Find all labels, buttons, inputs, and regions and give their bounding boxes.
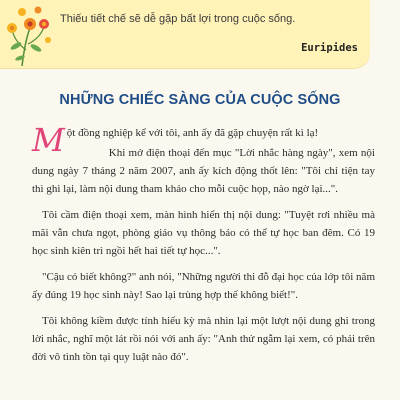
- paragraph-3: Tôi cầm điện thoại xem, màn hình hiển thị nội dung: "Tuyệt rơi nhiều mà mãi vẫn chưa ngọt, phòng giáo vụ thông báo có thể tự học ban đêm. Có 19 học sinh kiên trì ngồi hết hai tiết tự học...".: [32, 209, 375, 257]
- paragraph-2: Khi mở điện thoại đến mục "Lời nhắc hàng ngày", xem nội dung ngày 7 tháng 2 năm 2007, anh ấy kích động thốt lên: "Tôi chỉ tiện tay thì ghi lại, làm nội dung tham khảo cho mỗi cuộc họp, nào ngờ lại...".: [32, 147, 375, 195]
- paragraph-1-text: ột đồng nghiệp kể với tôi, anh ấy đã gặp chuyện rất kì lạ!: [66, 127, 319, 139]
- quote-box: [0, 0, 370, 68]
- chapter-title: NHỮNG CHIẾC SÀNG CỦA CUỘC SỐNG: [59, 92, 341, 108]
- drop-cap: M: [32, 121, 65, 159]
- paragraph-5: Tôi không kiềm được tính hiếu kỳ mà nhìn lại một lượt nội dung ghi trong lời nhắc, nghĩ một lát rồi nói với anh ấy: "Anh thử ngẫm lại xem, có phải trên đời vô tình tồn tại quy luật nào đó".: [32, 315, 375, 363]
- paragraph-1: [32, 121, 375, 159]
- quote-author: Euripides: [301, 42, 358, 54]
- quote-text: Thiếu tiết chế sẽ dễ gặp bất lợi trong cuộc sống.: [60, 13, 296, 25]
- flower-decoration-icon: [4, 0, 54, 66]
- paragraph-4: "Cậu có biết không?" anh nói, "Những người thi đỗ đại học của lớp tôi năm ấy đúng 19 học sinh này! Sao lại trùng hợp thế không biết!".: [32, 271, 375, 301]
- body-text: [32, 121, 375, 374]
